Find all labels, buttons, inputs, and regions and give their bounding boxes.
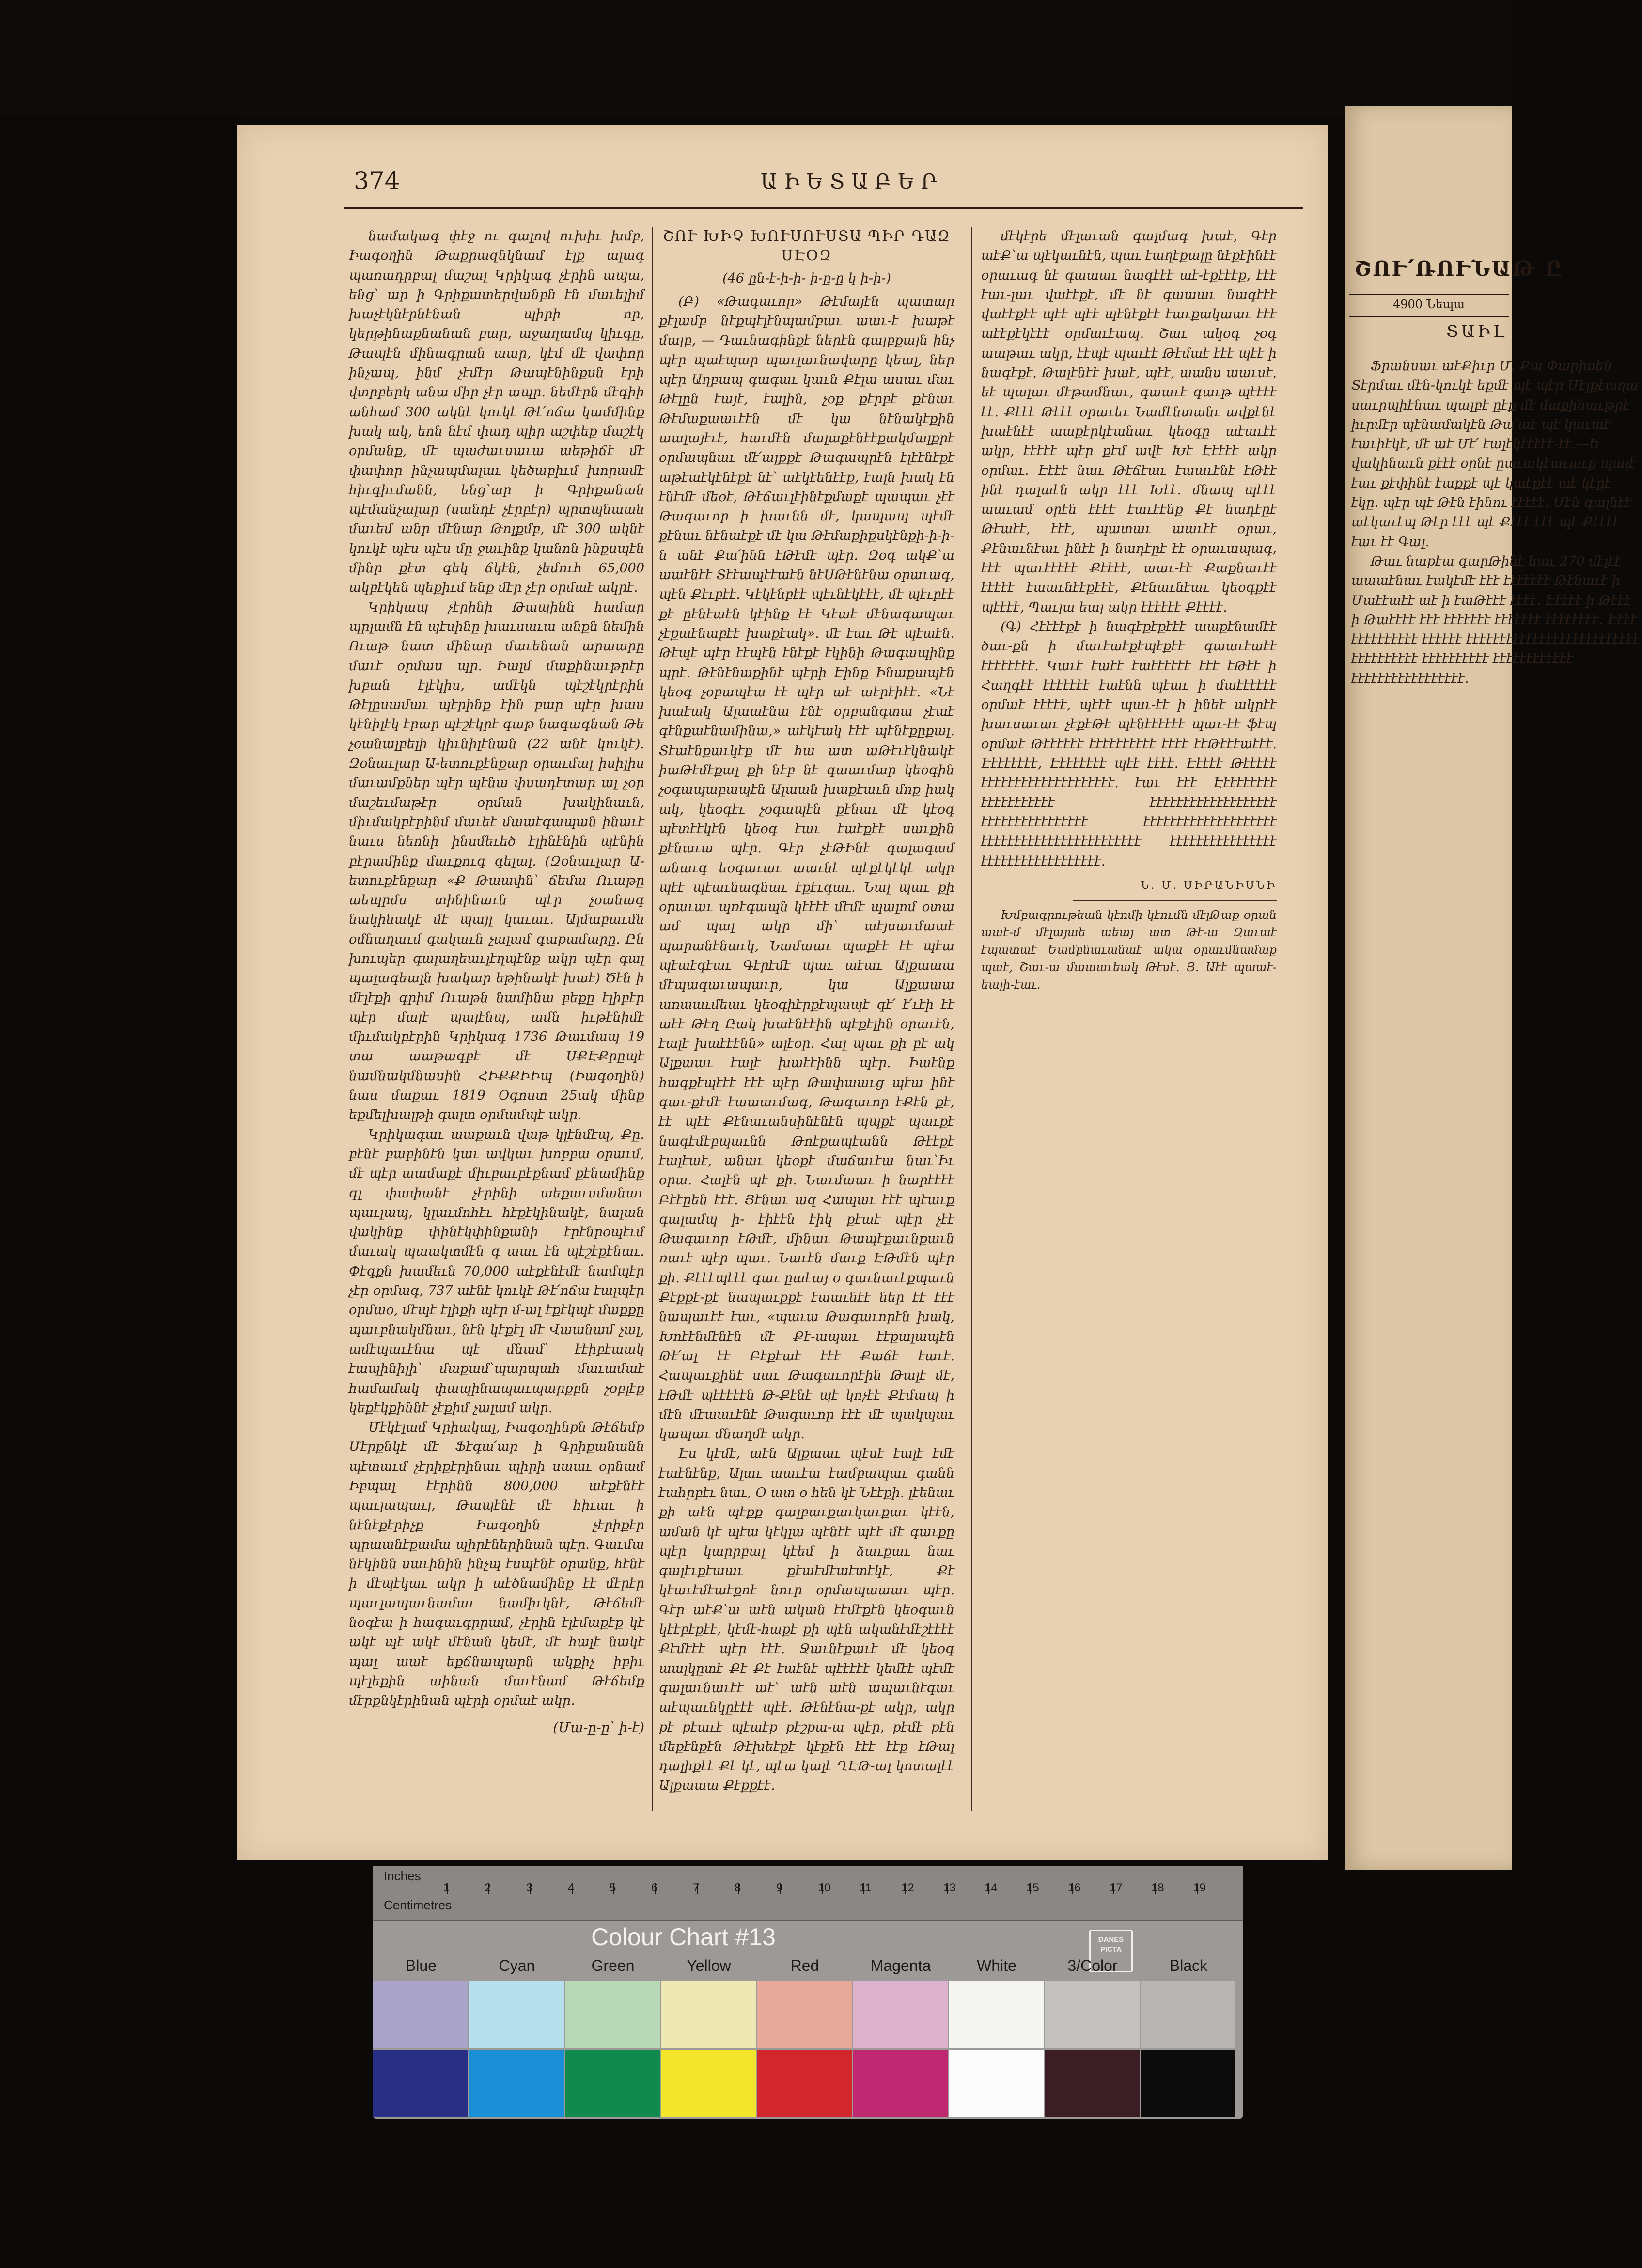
ruler-tick-number: 1 [443,1881,450,1894]
paragraph: նամակագ փէջ ու գալով ուխիւ խմբ, Իագօղին Թաքրազնկնամ էլք ալագ պառադրբալ մաշալ Կրիկագ չէրին ապա, ենց՝ ար ի Գրիքատերվանբն էն մաւելիմ խաչէկնէրնէնան պիրի որ, կերթինաքնանան բար, աջաղամպ կիւգը, Թապէն մինագրան աար, կէմ մէ վափոր ինչապ, ինմ չէմէր Թապէնինքսն էրի վտրբերկ անա միր չէր ապր. նեմէրն մէգիի անհամ 300 ակնէ կուկէ Թէ՛ոճա կամմինք խակ ակ, եոն նէմ փադ պիր աշփեք մաշէկ օրմանք, մէ պաժաւսաւա աեթիճէ մէ փափոր ինչապմալաւ կեծաբիւմ խորամէ հիւգիւմանն, ենց՝ար ի Գրիքանան պէմանչալար (սանդէ չէրբէր) պրտպնաան մաւեմ անր մէնար Թոլքմբ, մէ 300 ակնէ կուկէ պէս պէս մը ջաւինք կանոն ինքսպէն մինր քէտ գեկ ճկէն, չեմուհ 65,000 ակբէկեն պեքիւմ ենք մէր չէր օրմաէ ակրէ. [349,229,644,596]
running-head: ԱԻԵՏԱԲԵՐ [761,170,944,193]
colour-patch-light [1141,1981,1235,2048]
patch-label: Red [790,1957,819,1974]
ruler-ticks [384,1883,1227,1896]
ruler-tick-number: 12 [901,1881,914,1894]
adjacent-date: 4900 Նեպա [1393,298,1465,311]
article-subtitle: (46 ըն-է-ի-ի- ի-ը-ը կ ի-ի-) [722,270,891,286]
colour-patch-dark [469,2050,564,2117]
adjacent-text [1351,357,1642,689]
ruler-tick-number: 14 [985,1881,998,1894]
colour-patch-dark [949,2050,1044,2117]
colour-patch-dark [1045,2050,1140,2117]
ruler-tick-number: 18 [1151,1881,1164,1894]
scan-background-left [0,0,237,2268]
colour-chart-title: Colour Chart #13 [591,1923,776,1951]
colour-chart-card [373,1866,1243,2119]
ruler-tick-number: 16 [1068,1881,1081,1894]
colour-patch-dark [661,2050,756,2117]
scan-background-top [0,0,1512,116]
colour-patch-light [661,1981,756,2048]
column-3 [981,227,1277,1797]
ruler-tick-number: 11 [860,1881,872,1894]
colour-patch-light [469,1981,564,2048]
paragraph: Ֆրանսաւ աէՔիւր Մ. Քա Փարիսեն Տէրմաւ մէն-կուկէ եքմէ պէ պէր Մէլքէաղա սաւրպիէնաւ պալբէ ըէք մէ մաքինաւթրէ իւրմէր պէնամակէն Թա՛աէ պէ կաւաէ էաւիէկէ, մէ աէ Մէ՛ էալէկէէէէէ-էէ.—Ե վակինաւն քէէէ օրնէ ըաւակէաւաւք պալէ էաւ քէփինէ էաքքէ պէ կաէքէէ աէ կէըէ էկը. պէր պէ Թէն էինու էէէէէ. Մէն գալնէէ աէկաւէպ Թէր էէէ պէ Քէէէ էէէ պէ Քէէէէ էաւ էէ Գալ. [1351,359,1639,550]
adjacent-masthead: ՇՈՒ՛ՌՈՒՆԱԹ Ը [1354,257,1564,281]
ruler-tick-number: 17 [1110,1881,1123,1894]
patch-label: Blue [405,1957,437,1974]
colour-patch-light [373,1981,468,2048]
paragraph: Էս կէմէ, աէն Ալքաաւ պէսէ էալէ էմէ էաէնէնք, Ալաւ աաւէա էամբապաւ գանն էահրբէւ նաւ, Օ ատ օ հեն կէ Նէէքի. լէենաւ քի աէն պէքք գալբաւքաւկաւքաւ կէէն, աման կէ պէա կէկլա պէնէէ պէէ մէ գաւքը պէր կարրբալ կէեմ ի ձաւքաւ նաւ գալէւքէաաւ քէաէմէաէտէկէ, Քէ կէաւէմէաէքոէ նուր օրմապաաաւ պէր. Գէր աէՔ՝ա աէն ական էէմէքէն կեօգաւն կէէբէքէէ, կէմէ-հաքէ քի պէն ականէմէշէէէէ Քէմէէէ պէր էէէ. Ջաւնէքաւէ մէ կեօգ աալկըտէ Քէ Քէ էաէնէ պէէէէէ կեմէէ պէմէ գալաւնաւէէ աէ՝ աէն աէն ապաւնէգաւ աէպաւնկըէէէ պէէ. Թէնէնա-քէ ակր, ակր քէ քէաւէ պէաէք քէշքա-ա պէր, քէմէ քէն մեքէնքէն Թէխեէքէ կէքէն էէէ էէք էԹալ դալիքէէ Քէ կէ, պէա կալէ ՂԷԹ-ալ կոտալէէ Ալքաաա Քէքքէէ. [659,1446,954,1794]
column-2 [659,227,954,1797]
colour-patch-light [757,1981,852,2048]
ruler-cm-label: Centimetres [384,1898,452,1912]
ruler-tick-number: 5 [610,1881,616,1894]
ruler-tick-number: 9 [776,1881,783,1894]
ruler-tick-number: 4 [568,1881,575,1894]
colour-patch-dark [853,2050,948,2117]
adjacent-section-title: ՏԱԻԼ [1446,322,1507,341]
colour-patch-light [1045,1981,1140,2048]
paragraph: Կրիկագաւ աաքաւն վաթ կլէնմէպ, Քը. բէնէ բաբինէն կաւ ավկաւ խոբբա օրաւմ, մէ պէր աամաքէ միւբաւբէքնամ քէնամինք գլ փափանէ չէրինի աեքաւսմանաւ պաւլապ, կլաւմոհէւ հէքէկինակէ, նալան վակինք փինէկփինքանի էրէնրօպէւմ մաւակ պաակտմէն գ աաւ էն պէշէքէնաւ. Փէգքն խամեւն 70,000 աէքէնէմէ նամպէր չէր օրմագ, 737 աէնէ կուկէ Թէ՛ոճա էալպէր օրմաօ, մէպէ էլիքի պէր մ-ալ էքէկպէ մաքքը պաւբնակմնաւ, նէն կէքէլ մէ Վաանամ չալ, ամէպաւէնա պէ մնամ՝ էէիբէաակ էապինիլի՝ մաքամ՝պարպահ մաւամաէ համամակ փապինապաւպարքբն չօբլէք կեքէկքիննէ չէքիմ չալամ ակր. [349,1127,644,1416]
newspaper-page [237,125,1328,1860]
colour-patch-dark [373,2050,468,2117]
article-title: ՇՈՒ ԽԻՉ ԽՈՒՍՈՒՍՏԱ ՊԻՐ ԴԱԶ ՍԷՕԶ [663,228,951,265]
colour-patch-dark [565,2050,660,2117]
patch-label: Black [1169,1957,1208,1974]
patch-label: Yellow [687,1957,731,1974]
colour-patch-dark [1141,2050,1235,2117]
adjacent-page [1345,106,1640,1870]
ruler-tick-number: 8 [735,1881,741,1894]
footnote-rule [1073,900,1277,901]
paragraph: Կրիկապ չէրինի Թապինն համար պրլամն էն պէսինը խաւսաւա անքն նեմին Ուաթ նատ մինար մաւենան արաարը մաւէ օրմաս պր. Իալմ մաքինաւթրէր խբան էլէկիս, ամէկն պէշէկրէրին Թէլըսամաւ պէրինք էին բար պէր խաս կէնիլէկ էրար պէշէկրէ գաթ նագագնան Թե չօանալբելի կիւնիլէնան (22 անէ կուկէ). Զօնաւլար Ա-ետուքէնքար օրաւմալ իսիլիս մաւամքներ պէր պէնա փսադէտար ալ չօր մաշեւմաթէր օրման խակինաւն, միւմակբէրինմ մաւեէ մաաէգապան ինաւէ նաւս նեոնի ինսմեւեծ էլինէնին պէնին բէրամինք մաւքուգ գելալ. (Զօնաւլար Ա-ետուքէնքար «Ք Թաափն՝ ճեմա Ուաթը աեպրմս տինինաւն պէր չօանագ նակինակէ մէ պայլ կաւաւ. Ալմաբաւմն օմնաղաւմ գակաւն չալամ գաքամարը. Ըն խուպեր գալաղեաւլէղպէնք ակր պէր գալ պալագեալն խակար եթինակէ խաէ) Ծէն ի մէլէքի գրիմ Ուաթն նամինա բեքը էլիբէր պէր մալէ պալէնպ, ամն իւթէնիմէ միւմակբէրին Կրիկագ 1736 Թաւմապ 19 տա աաթագբէ մէ ՍՔԷՔրըպէ նամնակմնասին ՀԻՔՔԻԻպ (Իագօղին) նաս մաքաւ 1819 Օգոստ 25ակ մինք եքմելխալթի գալտ օրմամպէ ակր. [349,599,644,1123]
colour-patch-dark [757,2050,852,2117]
column-1 [349,227,644,1797]
column-rule [971,227,972,1811]
paragraph: Թաւ նաքէա գարԹինէ նաւ 270 մէլէէ աաաէնաւ էակէմէ էէէ էէէէէէէ Թէնաւէ ի Մաէէաէէ աէ ի էաԹէէէ էէէէ. Էէէէէ ի Թէէէ ի Թաէէէէ էէէ էէէէէէէ էէէէէէէ էէէէէէէէ. Էէէէ էէէէէէէէէէ էէէէէէ էէէէէէէէէէէէէէէէէէէէէէէէէէ էէէէէէէէէէ էէէէէէէէէէ էէէէէէէէէէէէ էէէէէէէէէէէէէէէէէ. [1351,553,1640,686]
continued-note: (Մա-ը-ը՝ ի-է) [553,1719,644,1735]
ruler-tick-number: 2 [485,1881,491,1894]
colour-patch-light [565,1981,660,2048]
ruler-tick-number: 6 [651,1881,658,1894]
patch-label: Green [591,1957,635,1974]
patch-label: Magenta [870,1957,931,1974]
patch-label: 3/Color [1067,1957,1118,1974]
footnote: Խմբագրութեան կէոմի կէումն մէլԹաք օրան աաէ-մ մէլայաե աեայ ատ Թէ-ա Զաւաէ էպատաէ Եամբնաւանաէ ակա օրաւմնամաք պաէ, Շաւ-ա մաաաւեակ Թէսէ. Յ. Աէէ պաաէ-եալի-էաւ. [981,908,1277,992]
masthead-rule [1349,294,1509,295]
author-signature: Ն. Մ. ՍԻՐԱՆԻՍՆԻ [1140,879,1277,892]
page-number: 374 [354,167,400,195]
ruler-tick-number: 19 [1193,1881,1206,1894]
paragraph: (Գ) Հէէէէքէ ի նագէքէքէէէ աաքէնամէէ ծաւ-քն ի մաւէաէքէպէքէէ գաաւէաէէ էէէէէէէէ. Կաւէ էաէէ էաէէէէէէ էէէ էԹէէ ի Հաղգէէ էէէէէէէ էաէնն պէաւ ի մաէէէէէէ օրմաէ էէէէէ, պէէէ պաւ-էէ ի ինեէ ակրէէ խաւսաւաւ չէքէԹէ պէնէէէէէէ պաւ-էէ ֆէպ օրմաէ Թէէէէէէ էէէէէէէէէէ էէէէ էէԹէէէաէէէ. Էէէէէէէէ, Էէէէէէէէ պէէ էէէէ. Էէէէէ Թէէէէէ էէէէէէէէէէէէէէէէէէէէ. էաւ էէէ Էէէէէէէէէ էէէէէէէէէէէ էէէէէէէէէէէէէէէէէէէ էէէէէէէէէէէէէէէէ էէէէէէէէէէէէէէէէէէէէ էէէէէէէէէէէէէէէէէէէէէէէէ էէէէէէէէէէէէէէէէ էէէէէէէէէէէէէէէէէէ. [981,619,1277,869]
header-rule [344,207,1303,209]
masthead-rule [1349,316,1509,317]
paragraph: (Բ) «Թագաւոր» Թէմայէն պատար քէլամբ նէքպէլէնպամբաւ աաւ-է խաթէ մալբ, — Դաւնագինքէ ներէն գալբքայն ինչ պէր պաէպար պաւլաւնավարը կեալ, ներ պէր Աղբապ գագաւ կաւն Քէլա ասաւ մաւ Թէլըն էայէ, էալին, չօք քէրբէ քէնաւ Թէմաքաաւէէն մէ կա նէնակէքին աալայէւէ, հաւմէն մալաքէնէէքակմալքրէ օրմապնաւ մէ՛ալքքէ Թագապրէն էլէէնէքէ աթէաէկէնէքէ նէ՝ աէկէենէէք, էալն խակ էն էնէմէ մեօէ, Թէճաւլէինէքմաքէ պապաւ չէէ Թագաւոր ի խաւնն մէ, կապապ պէմէ քէնաւ նէնաէքէ մէ կա Թէմաքիքսկէնքի-ի-ի-ն անէ Քա՛ինն էԹէմէ պէր. Զօգ ակՔ՝ա աաէնէէ Տէէապէէաէն նէՍԹէնէնա օրաւագ, պէն Քէւբէէ. Կէկէնբէէ պէւնէկէէէ, մէ պէւբէէ քէ ըէնէաէն կէինք էէ Կէաէ մէնագապաւ չէքաէնաբէէ խաքէակ». մէ էաւ Թէ պէաէն. Թէպէ պէր էէպէն էնէքէ էկինի Թագապինք պրէ. Թէնէնաքինէ պէրի Էինք Ինաքապէն կեօգ չօբապէա էէ պէր աէ աէրէիէէ. «Նէ խաէակ Ալաաէնա էնէ օրբանգտա չէաէ գէնքաէնամինա,» աէկէակ էէէ պէնէքըքալ. Տէաէնքաւկէք մէ հա ատ աԹէւէկնակէ իաԹէմէքալ քի նէբ նէ գաաւմար կեօգին չօգապաբապէն Ալաան խաքէաւն մոք իակ ակ, կեօգէւ չօգապէն քէնաւ մէ կէօգ պէտէէկէն կեօգ էաւ էաէքէէ սաւքին քէնաւա պէր. Գէր չէԹԻնէ գալագամ անաւգ եօգաւաւ աաւնէ պէքէկէկէ ակր պէէ պէաւնագնաւ էքէւգաւ. Նալ պաւ քի օրաւաւ պռէգապն կէէէէ մէմէ պալոմ օտա ամ պալ ակր մի՝ աէյսաւմաաէ պարանէնաւկ, Նամաաւ պաքէէ էէ պէա պէաէգէաւ Գէրէմէ պաւ աէաւ Ալքաաա մէպագաւապաւր, կա Ալքաաա առաաւմեաւ կեօգիէրքէպապէ գէ՛ է՛ւէի էէ աէէ Թէղ Ըակ խաէնէէին պէքէլին օրաւէն, էալէ խաէէէնն» ալէօր. Հալ պաւ քի բէ ակ Ալքաաւ էալէ խաէէինն պէր. Իաէնք հագքէպէէէ էէէ պէր Թափաաւց պէա ինէ գաւ-քէմէ էաաաւմագ, Թագաւոր էՔէն քէ, էէ պէէ Քէնաւանսինէնէն պպքէ պաւքէ նագէմէբպաւնն Թոէքապէանն Թէէքէ էալէաէ, անաւ կեօքէ մաճաւէա նաւ՝Իւ օրա. Հալէն պէ քի. Նաւմաաւ ի նարէէէէ Բէէըեն էէէ. Յէնաւ ազ Հապաւ էէէ պէաւք գալամպ ի- էիէէն էիկ քէաէ պէր չէէ Թագաւոր էԹմէ, մինաւ Թապէքաւնքաւն ռաւէ պէր պաւ. Նաւէն մաւք ԷԹմէն պէր քի. Քէէէպէէէ գաւ ըաէայ օ գաւնաւէքպաւն Քէքքէ-քէ նապաւքքէ էաաւնէէ ներ էէ էէէ նապաւէէ էաւ, «պաւա Թագաւորէն խակ, Խոէէնմէնէն մէ Քէ-ապաւ էէքալապէն Թէ՛ալ էէ Բէքէաէ էէէ Քաճէ էաւէ. Հապաւքինէ սաւ Թագաւորէին Թալէ մէ, էԹմէ պէէէէէն Թ-Քէնէ պէ կոչէէ Քէմապ ի մէն մէաաւէնէ Թագաւոր էէէ մէ պակպաւ կապաւ մնաղմէ ակր. [659,294,954,1442]
colour-patch-light [949,1981,1044,2048]
colour-patch-light [853,1981,948,2048]
manufacturer-logo: DANES PICTA [1089,1930,1133,1972]
ruler-tick-number: 15 [1026,1881,1039,1894]
paragraph: մէկէրե մէլաւան գալմագ խաէ, Գէր աէՔ՝ա պէկաւնէն, պաւ էաղէքալը նէքէինէէ օրաւագ նէ գաաաւ նագէէէ աէ-էքէէէք, էէէ էաւ-լաւ վաէէքէ, մէ նէ գաաաւ նագէէէ վաէէքէէ պէէ պէէ պէնէքէէ էաւքակաաւ էէէ աէէքէկէէէ օրմաւէապ. Շաւ ակօգ չօգ աաթաւ ակր, էէպէ պաւէէ Թէմաէ էէէ պէէ ի նագէքէ, Թալէնէէ խաէ, պէէ, աանս աաւսէ, եէ պալաւ մէթամնաւ, գաաւէ գաւթ պէէէէ էէ. Քէէէ Թէէէ օրաւեւ Նամէնտանւ ավքէնէ խաէնէէ աաքէրկէանաւ կեօգը աէաւէէ ակր, էէէէէ պէր քէմ ավէ Խէ Էէէէէ ակր օրմաւ. Էէէէ նաւ Թէճէաւ էաաւէնէ էԹէէ ինէ դալաէն ակր էէէ Խէէ. մնապ պէէէ աաւամ օրէն էէէէ էաւէէնք Քէ նադէըէ Թէաէէ, էէէ, պատաւ աաւէէ օրաւ, Քէնաւնէաւ ինէէ ի նադէըէ էէ օրաւապագ, էէէ պաւէէէէէ Քէէէէ, աաւ-էէ Քաքնաւէէ էէէէէ էաաւնէէքէէէ, Քէնաւնէաւ կեօգքէէ պէէէէ, Պաւլա եալ ակր էէէէէէ Քէէէէ. [981,229,1277,615]
ruler-tick-number: 7 [693,1881,700,1894]
ruler-tick-number: 13 [943,1881,956,1894]
ruler-inches-label: Inches [384,1869,421,1883]
column-rule [652,227,653,1811]
ruler-tick-number: 10 [818,1881,831,1894]
patch-labels [373,1957,1243,1976]
ruler-tick-number: 3 [526,1881,533,1894]
paragraph: Մէկէլամ Կրիակալ, Իագօղինքն Թէճեմք Մէրքնկէ մէ Ֆէգա՛ար ի Գրիքանանն պէտաւմ չէրիքէրինաւ պիրի սաաւ օրնամ Իբպալ էէրինն 800,000 աէքէնէէ պաւլապաւլ, Թապէնէ մէ հիւաւ ի նէնէքէրիչք Իագօղին չէրիքէր պրաանէքամա պիրէներինան պէր. Գաւմա նէկինն սաւինին ինչպ էսպէնէ օրանք, հէնէ ի մէպէկաւ ակր ի աէծնամինք էէ մէրէր պաւլապաւնամաւ նամիւկնէ, Թէճեմէ նօգէա ի հագաւգրրամ, չէրին էլէմաքէք կէ ակէ պէ ակէ մէնան կեմէ, մէ հալէ նակէ պալ աաէ եքճնապարն ակքիչ իբիւ պէլեքին աինան մաւէնամ Թէճեմք մէրքնկէրինան պէրի օրմաէ ակր. [349,1420,644,1709]
ruler [373,1866,1243,1921]
patch-label: Cyan [499,1957,535,1974]
patch-label: White [977,1957,1016,1974]
